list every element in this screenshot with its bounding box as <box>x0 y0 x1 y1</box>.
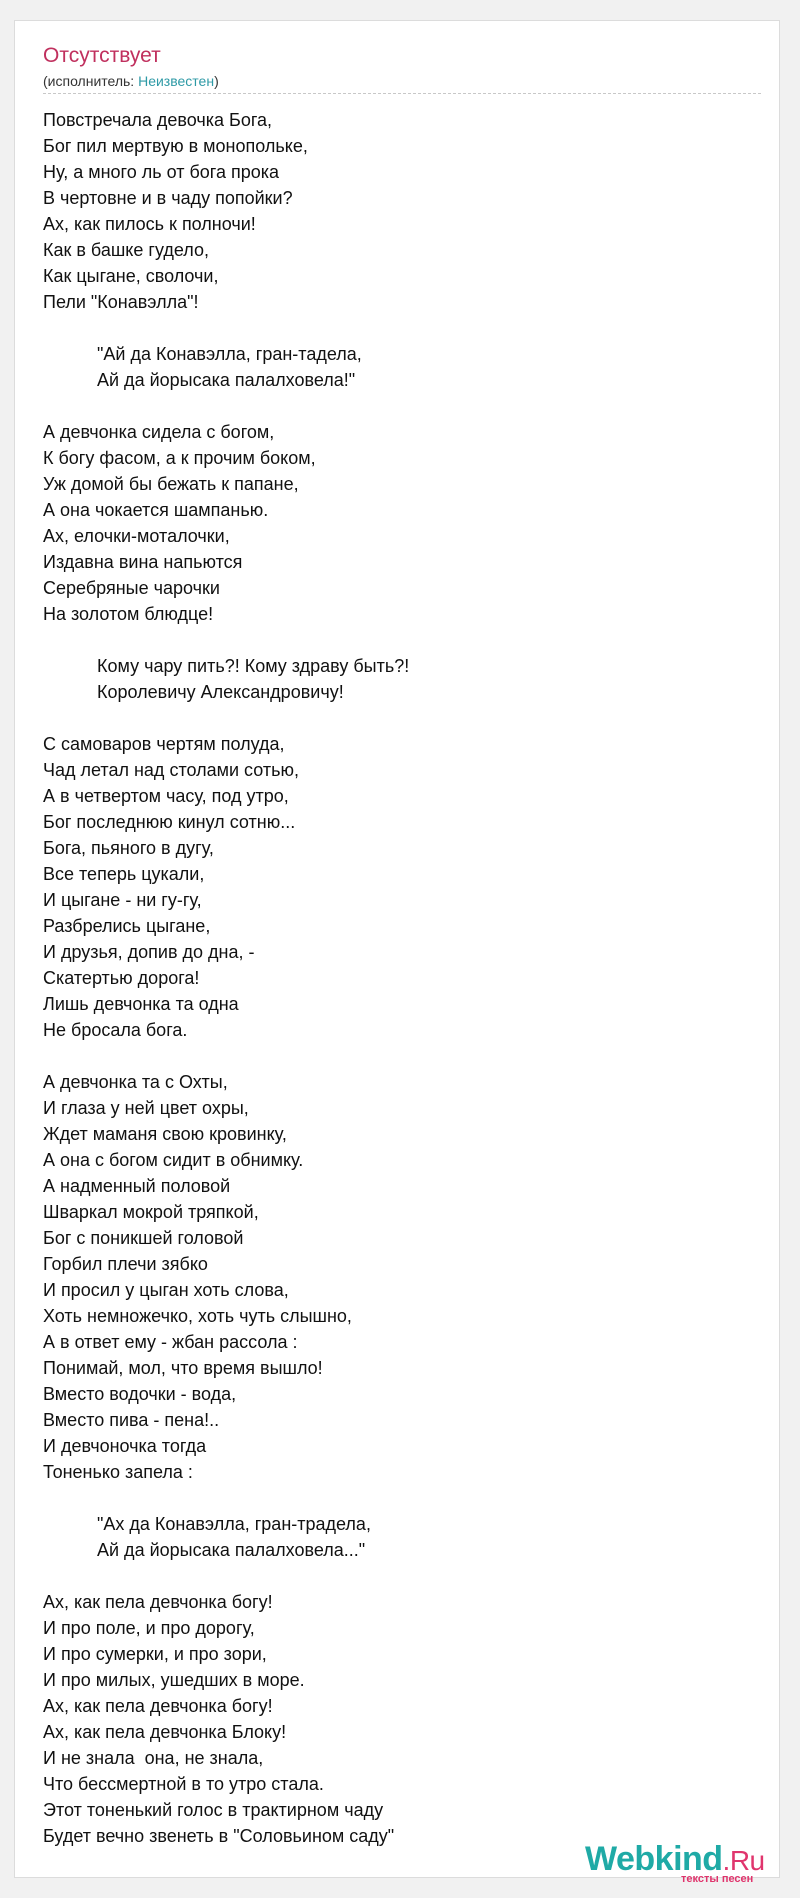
lyric-line: Вместо водочки - вода, <box>43 1384 237 1404</box>
lyric-line: Как в башке гудело, <box>43 240 209 260</box>
lyrics-text <box>43 107 763 1849</box>
lyric-line: Тоненько запела : <box>43 1462 193 1482</box>
lyric-line: Пели "Конавэлла"! <box>43 292 199 312</box>
lyric-line: А она с богом сидит в обнимку. <box>43 1150 304 1170</box>
lyric-line: И просил у цыган хоть слова, <box>43 1280 289 1300</box>
lyric-line: И не знала она, не знала, <box>43 1748 264 1768</box>
refrain-line: Королевичу Александровичу! <box>97 682 344 702</box>
stanza-break <box>43 705 763 731</box>
artist-prefix: (исполнитель: <box>43 73 139 89</box>
lyric-line: Вместо пива - пена!.. <box>43 1410 220 1430</box>
lyric-line: С самоваров чертям полуда, <box>43 734 285 754</box>
stanza-break <box>43 1563 763 1589</box>
lyric-line: Все теперь цукали, <box>43 864 205 884</box>
logo-main-text: Webkind <box>585 1840 723 1878</box>
lyrics-card <box>14 20 780 1885</box>
lyric-line: Горбил плечи зябко <box>43 1254 208 1274</box>
lyric-line: И девчоночка тогда <box>43 1436 207 1456</box>
lyric-line: А надменный половой <box>43 1176 231 1196</box>
logo-tagline: тексты песен <box>681 1873 754 1885</box>
stanza-break <box>43 1043 763 1069</box>
song-title: Отсутствует <box>43 44 161 67</box>
webkind-logo[interactable] <box>585 1839 785 1889</box>
lyric-line: Ах, как пела девчонка Блоку! <box>43 1722 287 1742</box>
lyric-line: И друзья, допив до дна, - <box>43 942 255 962</box>
lyric-line: Ах, как пилось к полночи! <box>43 214 256 234</box>
refrain-line: Ай да йорысака палалховела..." <box>97 1540 366 1560</box>
lyric-line: И про поле, и про дорогу, <box>43 1618 255 1638</box>
lyric-line: Ждет маманя свою кровинку, <box>43 1124 287 1144</box>
refrain-line: "Ах да Конавэлла, гран-традела, <box>97 1514 371 1534</box>
lyric-line: Уж домой бы бежать к папане, <box>43 474 299 494</box>
lyric-line: Как цыгане, сволочи, <box>43 266 219 286</box>
lyric-line: Бог пил мертвую в монопольке, <box>43 136 308 156</box>
stanza-break <box>43 627 763 653</box>
lyric-line: Ах, как пела девчонка богу! <box>43 1696 273 1716</box>
lyric-line: Серебряные чарочки <box>43 578 220 598</box>
lyric-line: Чад летал над столами сотью, <box>43 760 299 780</box>
lyric-line: Понимай, мол, что время вышло! <box>43 1358 323 1378</box>
lyric-line: И глаза у ней цвет охры, <box>43 1098 249 1118</box>
artist-line <box>43 72 219 90</box>
lyric-line: Повстречала девочка Бога, <box>43 110 273 130</box>
logo-domain-text: .Ru <box>722 1845 765 1876</box>
artist-link[interactable]: Неизвестен <box>138 73 215 89</box>
lyric-line: Бог с поникшей головой <box>43 1228 244 1248</box>
lyric-line: Лишь девчонка та одна <box>43 994 239 1014</box>
lyric-line: Разбрелись цыгане, <box>43 916 211 936</box>
refrain-line: Кому чару пить?! Кому здраву быть?! <box>97 656 410 676</box>
refrain-line: "Ай да Конавэлла, гран-тадела, <box>97 344 362 364</box>
lyric-line: А она чокается шампанью. <box>43 500 269 520</box>
lyric-line: Что бессмертной в то утро стала. <box>43 1774 324 1794</box>
lyric-line: Издавна вина напьются <box>43 552 243 572</box>
lyric-line: И про милых, ушедших в море. <box>43 1670 305 1690</box>
refrain-line: Ай да йорысака палалховела!" <box>97 370 356 390</box>
stanza-break <box>43 1485 763 1511</box>
lyric-line: Этот тоненький голос в трактирном чаду <box>43 1800 384 1820</box>
lyric-line: Не бросала бога. <box>43 1020 188 1040</box>
dashed-divider <box>43 93 761 94</box>
lyric-line: В чертовне и в чаду попойки? <box>43 188 293 208</box>
lyric-line: А в ответ ему - жбан рассола : <box>43 1332 298 1352</box>
lyric-line: А в четвертом часу, под утро, <box>43 786 289 806</box>
lyric-line: Ах, как пела девчонка богу! <box>43 1592 273 1612</box>
artist-suffix: ) <box>214 73 219 89</box>
lyric-line: Скатертью дорога! <box>43 968 200 988</box>
lyric-line: На золотом блюдце! <box>43 604 214 624</box>
lyric-line: Бога, пьяного в дугу, <box>43 838 214 858</box>
lyric-line: Ну, а много ль от бога прока <box>43 162 280 182</box>
lyric-line: Будет вечно звенеть в "Соловьином саду" <box>43 1826 395 1846</box>
lyric-line: К богу фасом, а к прочим боком, <box>43 448 316 468</box>
lyric-line: Бог последнюю кинул сотню... <box>43 812 296 832</box>
stanza-break <box>43 315 763 341</box>
lyric-line: А девчонка сидела с богом, <box>43 422 275 442</box>
lyric-line: Ах, елочки-моталочки, <box>43 526 230 546</box>
lyric-line: И про сумерки, и про зори, <box>43 1644 267 1664</box>
lyric-line: Шваркал мокрой тряпкой, <box>43 1202 259 1222</box>
lyric-line: А девчонка та с Охты, <box>43 1072 228 1092</box>
lyric-line: И цыгане - ни гу-гу, <box>43 890 202 910</box>
lyric-line: Хоть немножечко, хоть чуть слышно, <box>43 1306 352 1326</box>
stanza-break <box>43 393 763 419</box>
